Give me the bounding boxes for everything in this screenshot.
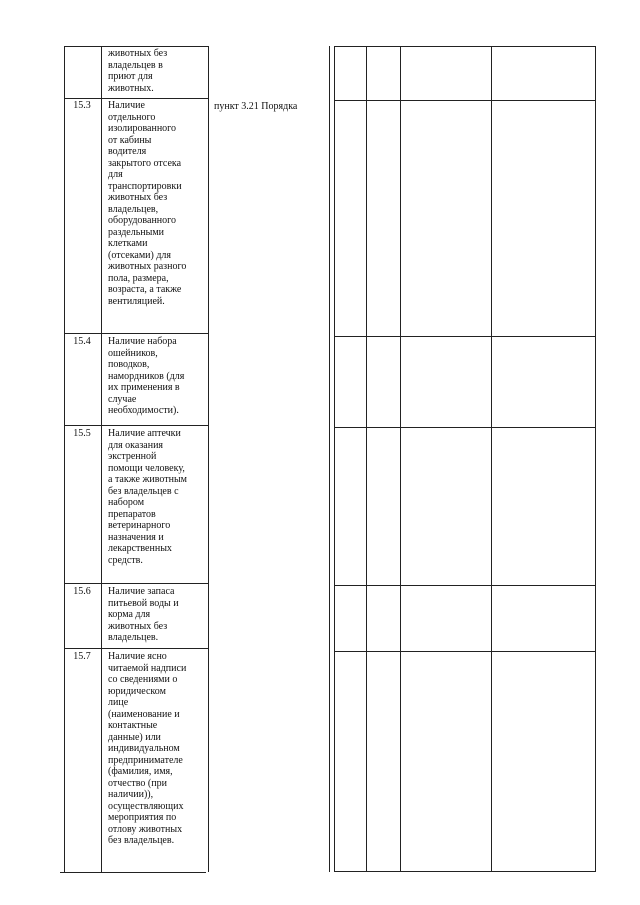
row-line-15-6 [64,583,209,584]
right-table-border-left [334,46,335,872]
table-border-bottom [60,872,206,873]
right-column-divider-3 [491,46,492,872]
right-row-line-15-4 [334,336,596,337]
row-number: 15.7 [73,651,91,662]
row-number: 15.6 [73,586,91,597]
right-table-border-bottom [334,871,596,872]
row-number: 15.4 [73,336,91,347]
table-border-left [64,46,65,872]
right-column-divider-2 [400,46,401,872]
right-column-divider-1 [366,46,367,872]
row-description: Наличие ясно читаемой надписи со сведениями о юридическом лице (наименование и контактные данные) или индивидуальном предпринимателе (фамилия, имя, отчество (при наличии)), осуществляющих мероприятия по отлову животных без владельцев. [108,651,187,846]
row-number: 15.3 [73,100,91,111]
row-description: Наличие аптечки для оказания экстренной помощи человеку, а также животным без владельцев с набором препаратов ветеринарного назначения и лекарственных средств. [108,428,187,566]
row-line-15-5 [64,425,209,426]
column-divider-desc [208,46,209,872]
right-row-line-top [334,46,596,47]
column-divider-num [101,46,102,872]
right-row-line-15-7 [334,651,596,652]
row-line-15-4 [64,333,209,334]
right-table-border-right [595,46,596,872]
row-line-15-3 [64,98,209,99]
right-row-line-15-3 [334,100,596,101]
row-description: Наличие запаса питьевой воды и корма для животных без владельцев. [108,586,179,643]
row-description: Наличие набора ошейников, поводков, намордников (для их применения в случае необходимости). [108,336,185,416]
reference-text: пункт 3.21 Порядка [214,101,298,112]
row-line-top [64,46,209,47]
right-row-line-15-6 [334,585,596,586]
row-description: Наличие отдельного изолированного от кабины водителя закрытого отсека для транспортировки животных без владельцев, оборудованного раздельными клетками (отсеками) для животных разного пола, размера, возраста, а также вентиляцией. [108,100,187,307]
row-description: животных без владельцев в приют для животных. [108,48,168,94]
right-row-line-15-5 [334,427,596,428]
row-number: 15.5 [73,428,91,439]
column-divider-ref [329,46,330,872]
row-line-15-7 [64,648,209,649]
